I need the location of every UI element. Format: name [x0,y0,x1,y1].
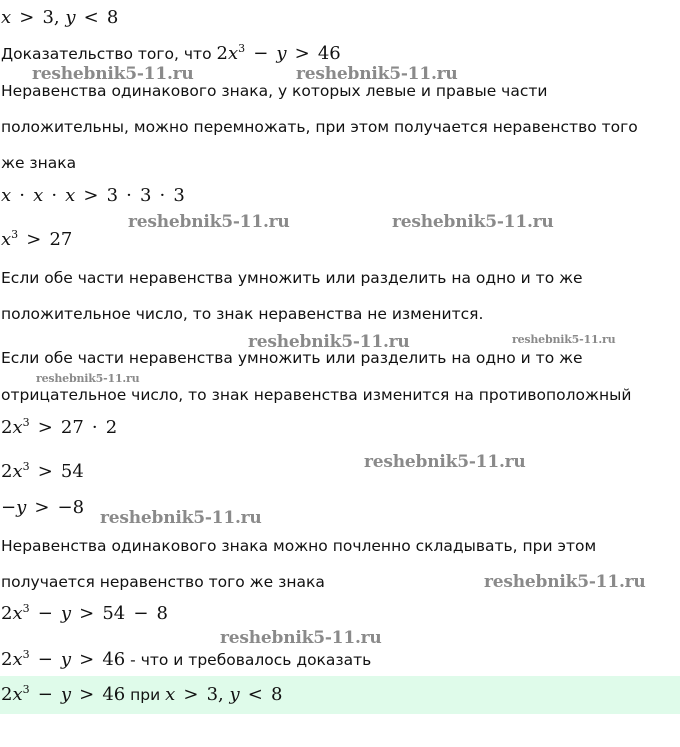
var-x: x [12,603,23,624]
text-line: Неравенства одинакового знака, у которых левые и правые части [1,82,548,100]
var-x: x [227,43,239,64]
var-y: y [229,684,240,705]
var-y: y [60,603,72,624]
math-line [1,462,84,482]
op-gt: > [183,684,199,705]
proof-statement-line [1,44,341,64]
exponent: 3 [22,683,30,696]
watermark: reshebnik5-11.ru [100,508,262,528]
var-x: x [12,649,23,670]
watermark: reshebnik5-11.ru [36,372,140,385]
op-gt: > [26,229,42,250]
num: 2 [1,649,13,670]
math-expression [1,684,125,705]
watermark: reshebnik5-11.ru [32,64,194,84]
watermark: reshebnik5-11.ru [484,572,646,592]
num: 2 [1,461,13,482]
var-x: x [1,229,12,250]
math-expression [217,43,341,64]
num: 8 [270,684,283,705]
text-line: Неравенства одинакового знака можно почленно складывать, при этом [1,537,597,555]
op-dot: · [19,185,25,206]
op-gt: > [79,684,95,705]
math-expression [1,649,125,670]
op-minus: − [133,603,149,624]
exponent: 3 [22,602,30,615]
math-expression [1,185,185,206]
math-line [1,418,117,438]
op-dot: · [126,185,132,206]
op-gt: > [19,7,35,28]
var-y: y [65,7,76,28]
var-x: x [12,684,23,705]
math-line [1,230,72,250]
answer-line [1,685,282,705]
op-gt: > [37,461,53,482]
exponent: 3 [238,42,246,55]
var-y: y [276,43,287,64]
math-line [1,650,371,670]
num: 54 [102,603,126,624]
num: 2 [1,603,13,624]
var-x: x [12,461,23,482]
var-x: x [1,7,12,28]
comma: , [218,684,224,705]
num: 3 [42,7,54,28]
exponent: 3 [22,648,30,661]
math-expression [1,229,72,250]
math-expression [1,497,84,518]
watermark: reshebnik5-11.ru [392,212,554,232]
watermark: reshebnik5-11.ru [128,212,290,232]
var-x: x [65,185,76,206]
watermark: reshebnik5-11.ru [512,333,616,346]
answer-text: при [125,686,166,704]
math-expression [165,684,282,705]
var-y: y [60,649,72,670]
proof-statement-text: Доказательство того, что [1,45,217,63]
exponent: 3 [22,416,30,429]
num: 2 [1,684,13,705]
var-x: x [12,417,23,438]
num: 27 [49,229,73,250]
text-line: Если обе части неравенства умножить или разделить на одно и то же [1,349,583,367]
math-line [1,186,185,206]
exponent: 3 [22,460,30,473]
conclusion-text: - что и требовалось доказать [125,651,372,669]
op-gt: > [79,649,95,670]
math-line [1,498,84,518]
num: 2 [105,417,118,438]
op-dot: · [51,185,58,206]
var-y: y [16,497,27,518]
text-line: получается неравенство того же знака [1,573,325,591]
exponent: 3 [11,228,19,241]
var-x: x [165,684,176,705]
op-gt: > [37,417,53,438]
op-minus: − [37,649,53,670]
op-gt: > [34,497,50,518]
op-dot: · [91,417,98,438]
op-minus: − [37,684,53,705]
var-x: x [33,185,44,206]
num: 27 [60,417,84,438]
num: 3 [106,185,119,206]
num: 8 [156,603,168,624]
math-expression [1,417,117,438]
math-expression [1,603,168,624]
text-line: положительное число, то знак неравенства не изменится. [1,305,484,323]
op-lt: < [83,7,99,28]
text-line: Если обе части неравенства умножить или разделить на одно и то же [1,269,583,287]
op-dot: · [159,185,166,206]
math-expression [1,461,84,482]
var-x: x [1,185,12,206]
num: 3 [173,185,185,206]
num: 2 [1,417,13,438]
text-line: же знака [1,154,77,172]
num: −8 [57,497,85,518]
num: 3 [139,185,152,206]
num: 46 [102,649,126,670]
watermark: reshebnik5-11.ru [220,628,382,648]
num: 54 [60,461,84,482]
math-expression [1,7,118,28]
op-minus: − [253,43,269,64]
text-line: положительны, можно перемножать, при этом получается неравенство того [1,118,638,136]
math-line [1,604,168,624]
op-minus: − [1,497,17,518]
condition-line [1,8,118,28]
var-y: y [60,684,72,705]
num: 46 [317,43,341,64]
num: 2 [216,43,228,64]
watermark: reshebnik5-11.ru [364,452,526,472]
op-gt: > [294,43,310,64]
op-gt: > [79,603,95,624]
op-lt: < [247,684,263,705]
op-gt: > [83,185,99,206]
comma: , [53,7,60,28]
num: 8 [106,7,119,28]
num: 3 [206,684,219,705]
num: 46 [102,684,126,705]
op-minus: − [37,603,53,624]
text-line: отрицательное число, то знак неравенства изменится на противоположный [1,386,632,404]
watermark: reshebnik5-11.ru [296,64,458,84]
watermark: reshebnik5-11.ru [248,332,410,352]
